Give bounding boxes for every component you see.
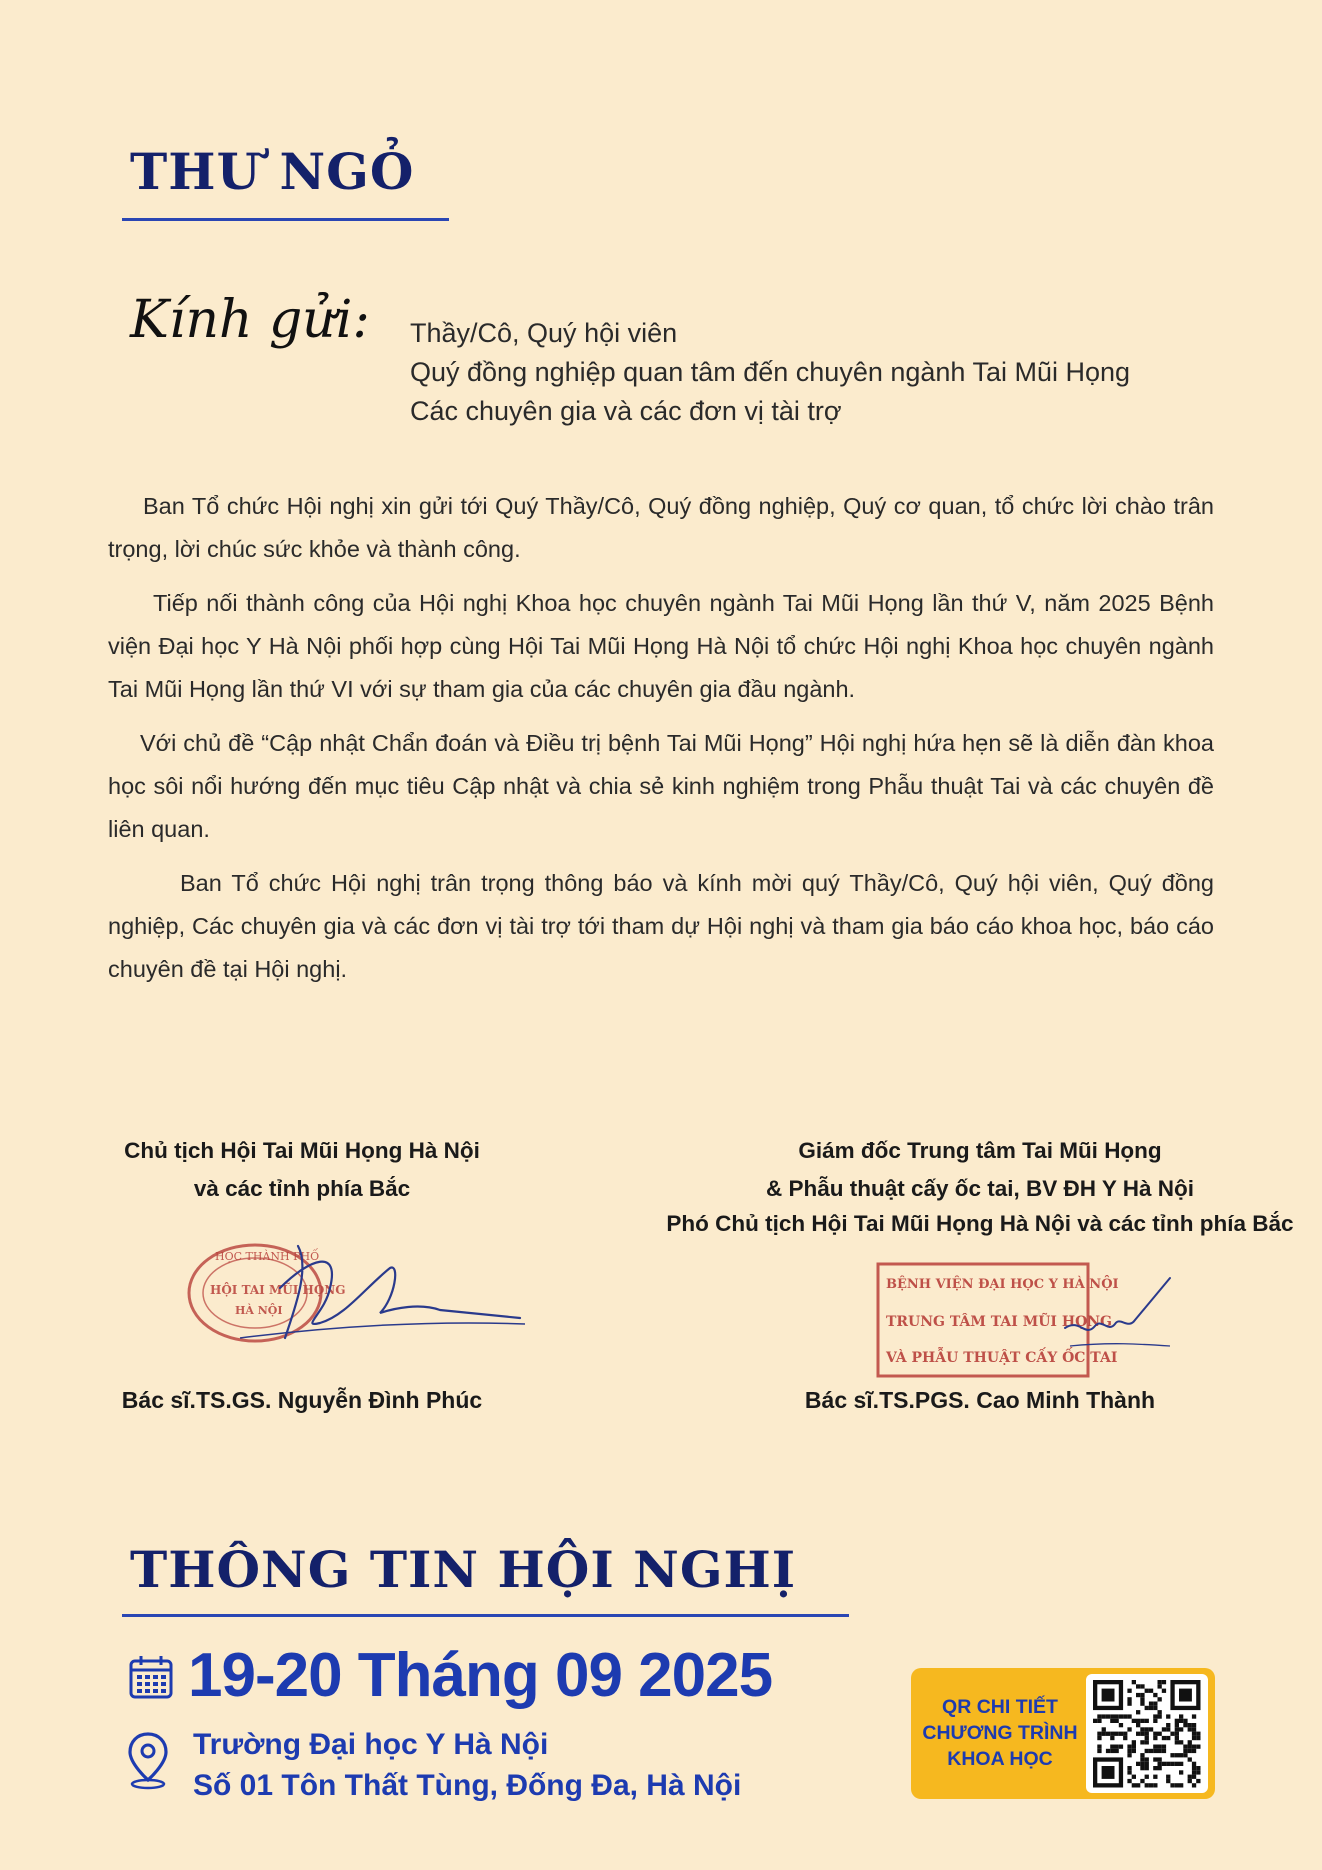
- conference-date: 19-20 Tháng 09 2025: [188, 1641, 773, 1710]
- qr-label: QR CHI TIẾT CHƯƠNG TRÌNH KHOA HỌC: [922, 1696, 1078, 1770]
- qr-program-box[interactable]: [911, 1668, 1215, 1799]
- letter-paragraph: Với chủ đề “Cập nhật Chẩn đoán và Điều trị bệnh Tai Mũi Họng” Hội nghị hứa hẹn sẽ là diễn đàn khoa học sôi nổi hướng đến mục tiêu Cập nhật và chia sẻ kinh nghiệm trong Phẫu thuật Tai và các chuyên đề liên quan.: [108, 730, 1214, 842]
- calendar-icon: [128, 1654, 174, 1700]
- signature-right-name-text: Bác sĩ.TS.PGS. Cao Minh Thành: [804, 1387, 1156, 1413]
- conference-venue: [193, 1724, 741, 1806]
- location-pin-icon: [126, 1730, 170, 1790]
- recipient-line: Thầy/Cô, Quý hội viên: [410, 318, 678, 348]
- signature-title-line: Chủ tịch Hội Tai Mũi Họng Hà Nội: [124, 1138, 480, 1163]
- letter-heading-rule: [122, 218, 449, 221]
- signature-left-title: [90, 1132, 514, 1208]
- stamp-text: HỌC THÀNH PHỐ: [215, 1250, 320, 1263]
- stamp-text: HÀ NỘI: [235, 1304, 283, 1317]
- recipient-line: Quý đồng nghiệp quan tâm đến chuyên ngành Tai Mũi Họng: [410, 357, 1131, 387]
- signature-title-line: và các tỉnh phía Bắc: [193, 1176, 411, 1201]
- signature-title-line: & Phẫu thuật cấy ốc tai, BV ĐH Y Hà Nội: [765, 1176, 1195, 1201]
- qr-code[interactable]: [1086, 1674, 1208, 1793]
- signature-right-name: [660, 1387, 1300, 1414]
- signature-title-line: Phó Chủ tịch Hội Tai Mũi Họng Hà Nội và các tỉnh phía Bắc: [666, 1211, 1294, 1236]
- recipient-list: [410, 314, 1130, 431]
- signature-right-title: [660, 1132, 1300, 1240]
- signature-left-name: Bác sĩ.TS.GS. Nguyễn Đình Phúc: [121, 1387, 483, 1413]
- letter-body: [108, 485, 1214, 1002]
- signature-left-seal-and-signature: [180, 1228, 540, 1358]
- letter-paragraph: Ban Tổ chức Hội nghị trân trọng thông báo và kính mời quý Thầy/Cô, Quý hội viên, Quý đồng nghiệp, Các chuyên gia và các đơn vị tài trợ tới tham dự Hội nghị và tham gia báo cáo khoa học, báo cáo chuyên đề tại Hội nghị.: [108, 870, 1214, 982]
- letter-paragraph: Tiếp nối thành công của Hội nghị Khoa học chuyên ngành Tai Mũi Họng lần thứ V, năm 2025 Bệnh viện Đại học Y Hà Nội phối hợp cùng Hội Tai Mũi Họng Hà Nội tổ chức Hội nghị Khoa học chuyên ngành Tai Mũi Họng lần thứ VI với sự tham gia của các chuyên gia đầu ngành.: [108, 590, 1214, 702]
- stamp-text: BỆNH VIỆN ĐẠI HỌC Y HÀ NỘI: [886, 1277, 1119, 1292]
- stamp-text: VÀ PHẪU THUẬT CẤY ỐC TAI: [886, 1350, 1118, 1366]
- venue-address: Số 01 Tôn Thất Tùng, Đống Đa, Hà Nội: [193, 1769, 742, 1802]
- signature-right-stamp-and-signature: [870, 1258, 1180, 1382]
- stamp-text: HỘI TAI MŨI HỌNG: [210, 1283, 346, 1297]
- letter-heading: THƯ NGỎ: [130, 142, 415, 201]
- recipient-line: Các chuyên gia và các đơn vị tài trợ: [410, 396, 842, 426]
- letter-paragraph: Ban Tổ chức Hội nghị xin gửi tới Quý Thầy/Cô, Quý đồng nghiệp, Quý cơ quan, tổ chức lời chào trân trọng, lời chúc sức khỏe và thành công.: [108, 493, 1214, 562]
- signature-title-line: Giám đốc Trung tâm Tai Mũi Họng: [798, 1138, 1162, 1163]
- salutation: Kính gửi:: [130, 290, 370, 350]
- venue-name: Trường Đại học Y Hà Nội: [193, 1728, 549, 1761]
- stamp-text: TRUNG TÂM TAI MŨI HỌNG: [886, 1314, 1113, 1330]
- conference-heading-rule: [122, 1614, 849, 1617]
- qr-code-image: [1086, 1674, 1208, 1793]
- conference-heading: THÔNG TIN HỘI NGHỊ: [130, 1540, 797, 1599]
